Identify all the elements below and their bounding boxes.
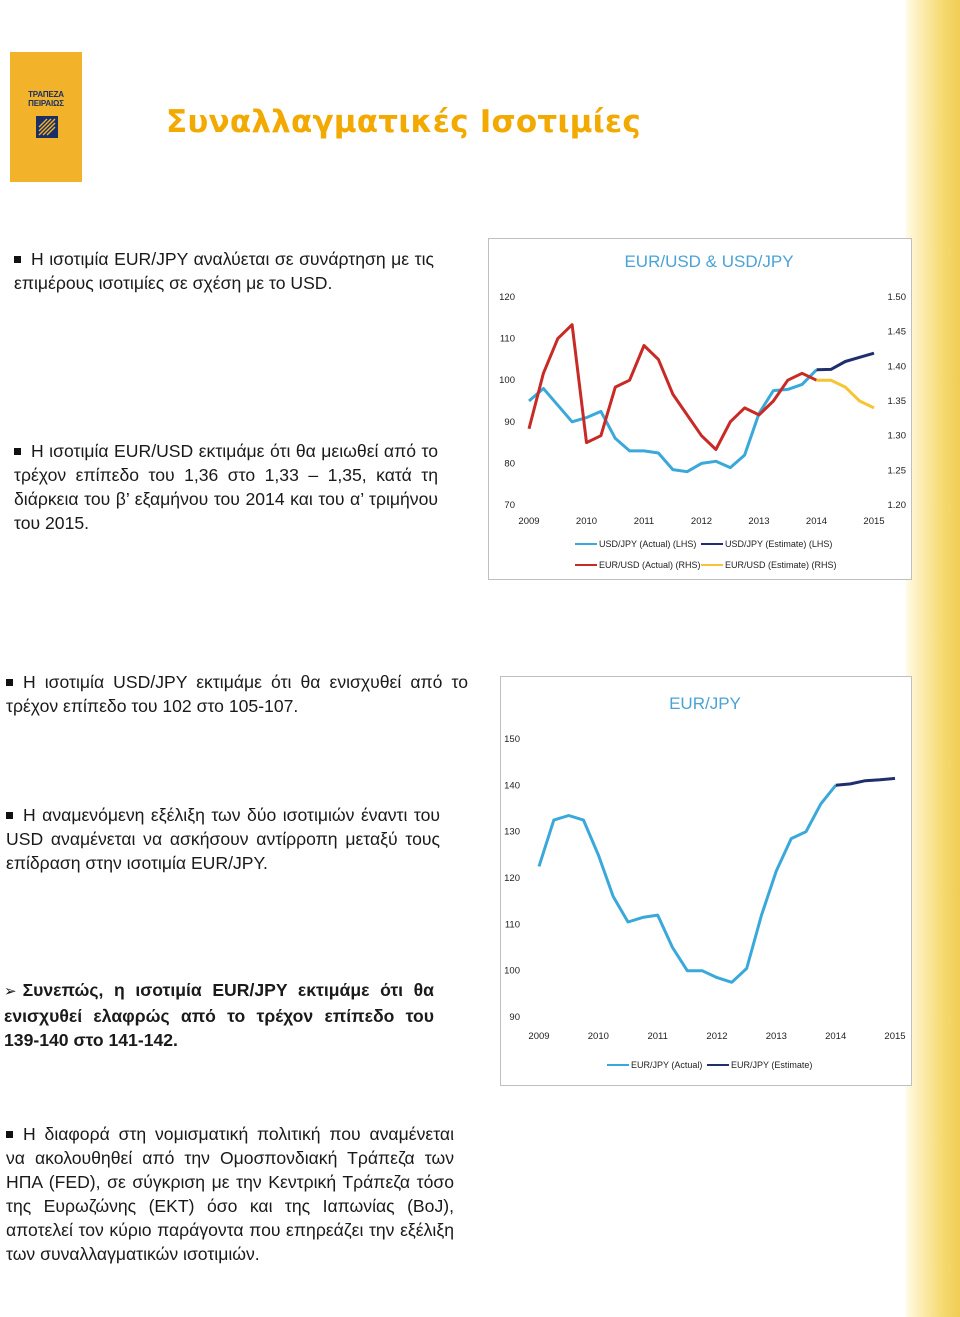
- paragraph-text: Η αναμενόμενη εξέλιξη των δύο ισοτιμιών έναντι του USD αναμένεται να ασκήσουν αντίρροπη μεταξύ τους επίδραση στην ισοτιμία EUR/JPY.: [6, 805, 440, 873]
- x-axis-tick-label: 2012: [690, 516, 713, 527]
- right-axis-tick-label: 1.45: [887, 326, 906, 338]
- y-axis-tick-label: 150: [504, 734, 520, 745]
- legend-label: EUR/USD (Actual) (RHS): [599, 560, 701, 570]
- left-axis-tick-label: 110: [499, 333, 515, 345]
- x-axis-tick-label: 2015: [884, 1031, 906, 1042]
- x-axis-tick-label: 2010: [587, 1031, 609, 1042]
- x-axis-tick-label: 2014: [825, 1031, 847, 1042]
- line-eurusd-estimate: [817, 380, 875, 408]
- bank-name-text: ΤΡΑΠΕΖΑ ΠΕΙΡΑΙΩΣ: [28, 90, 64, 108]
- square-bullet-icon: [6, 1131, 13, 1138]
- chart-eurjpy: [500, 676, 912, 1086]
- chart-title: EUR/USD & USD/JPY: [624, 252, 794, 271]
- y-axis-tick-label: 110: [504, 919, 520, 931]
- left-axis-tick-label: 80: [504, 458, 515, 470]
- line-usdjpy-estimate: [817, 353, 875, 370]
- chart-title: EUR/JPY: [669, 694, 741, 713]
- x-axis-tick-label: 2014: [805, 516, 828, 527]
- x-axis-tick-label: 2009: [518, 516, 540, 527]
- x-axis-tick-label: 2009: [528, 1031, 550, 1042]
- left-axis-tick-label: 100: [499, 375, 515, 387]
- y-axis-tick-label: 100: [504, 965, 520, 977]
- x-axis-tick-label: 2012: [706, 1031, 728, 1042]
- line-eurusd-actual: [529, 325, 817, 450]
- paragraph-conclusion: [4, 978, 434, 1052]
- page-title: Συναλλαγματικές Ισοτιμίες: [166, 104, 641, 140]
- line-usdjpy-actual: [529, 370, 817, 472]
- decorative-side-band: [906, 0, 960, 1317]
- chart-legend: [607, 1060, 812, 1070]
- legend-label: EUR/JPY (Actual): [631, 1060, 703, 1070]
- chart-eurjpy-svg: [501, 677, 911, 1085]
- square-bullet-icon: [6, 812, 13, 819]
- line-eurjpy-estimate: [836, 778, 895, 785]
- line-eurjpy-actual: [539, 785, 836, 982]
- y-axis-tick-label: 130: [504, 826, 520, 838]
- square-bullet-icon: [14, 256, 21, 263]
- paragraph-eurusd-forecast: [14, 439, 438, 535]
- paragraph-text: Η ισοτιμία EUR/JPY αναλύεται σε συνάρτηση με τις επιμέρους ισοτιμίες σε σχέση με το USD.: [14, 249, 434, 293]
- right-axis-tick-label: 1.20: [887, 500, 906, 511]
- paragraph-text: Η ισοτιμία EUR/USD εκτιμάμε ότι θα μειωθεί από το τρέχον επίπεδο του 1,36 στο 1,33 – 1,35, κατά τη διάρκεια του β’ εξαμήνου του 2014 και του α’ τριμήνου του 2015.: [14, 441, 438, 533]
- legend-label: EUR/USD (Estimate) (RHS): [725, 560, 837, 570]
- paragraph-text: Η διαφορά στη νομισματική πολιτική που αναμένεται να ακολουθηθεί από την Ομοσπονδιακή Τράπεζα των ΗΠΑ (FED), σε σύγκριση με την Κεντρική Τράπεζα τόσο της Ευρωζώνης (ΕΚΤ) όσο και της Ιαπωνίας (BoJ), αποτελεί τον κύριο παράγοντα που επηρεάζει την εξέλιξη των συναλλαγματικών ισοτιμιών.: [6, 1124, 454, 1264]
- bank-emblem-icon: [36, 116, 58, 138]
- paragraph-opposing-effects: [6, 803, 440, 875]
- square-bullet-icon: [14, 448, 21, 455]
- x-axis-tick-label: 2011: [647, 1031, 668, 1042]
- paragraph-eurjpy-analysis: [14, 247, 434, 295]
- left-axis-tick-label: 90: [504, 416, 515, 428]
- paragraph-text: Η ισοτιμία USD/JPY εκτιμάμε ότι θα ενισχυθεί από το τρέχον επίπεδο του 102 στο 105-107.: [6, 672, 468, 716]
- right-axis-tick-label: 1.25: [887, 465, 906, 477]
- right-axis-tick-label: 1.30: [887, 430, 906, 442]
- legend-label: USD/JPY (Estimate) (LHS): [725, 539, 833, 549]
- paragraph-text: Συνεπώς, η ισοτιμία EUR/JPY εκτιμάμε ότι θα ενισχυθεί ελαφρώς από το τρέχον επίπεδο του 139-140 στο 141-142.: [4, 980, 434, 1050]
- x-axis-tick-label: 2010: [575, 516, 598, 527]
- paragraph-usdjpy-forecast: [6, 670, 468, 718]
- chart-eurusd-usdjpy: [488, 238, 912, 580]
- right-axis-tick-label: 1.50: [887, 292, 906, 303]
- right-axis-tick-label: 1.35: [887, 396, 906, 407]
- x-axis-tick-label: 2013: [765, 1031, 787, 1042]
- left-axis-tick-label: 70: [504, 500, 515, 511]
- y-axis-tick-label: 120: [504, 873, 520, 884]
- x-axis-tick-label: 2013: [748, 516, 770, 527]
- chart-legend: [575, 539, 837, 570]
- bank-logo: [10, 52, 82, 182]
- legend-label: USD/JPY (Actual) (LHS): [599, 539, 697, 549]
- y-axis-tick-label: 140: [504, 780, 520, 792]
- right-axis-tick-label: 1.40: [887, 361, 906, 373]
- paragraph-monetary-policy: [6, 1122, 454, 1266]
- x-axis-tick-label: 2015: [863, 516, 885, 527]
- y-axis-tick-label: 90: [509, 1012, 520, 1023]
- left-axis-tick-label: 120: [499, 292, 515, 303]
- chart-eurusd-usdjpy-svg: [489, 239, 911, 579]
- x-axis-tick-label: 2011: [633, 516, 655, 527]
- square-bullet-icon: [6, 679, 13, 686]
- legend-label: EUR/JPY (Estimate): [731, 1060, 813, 1070]
- arrow-bullet-icon: ➢: [4, 983, 17, 1000]
